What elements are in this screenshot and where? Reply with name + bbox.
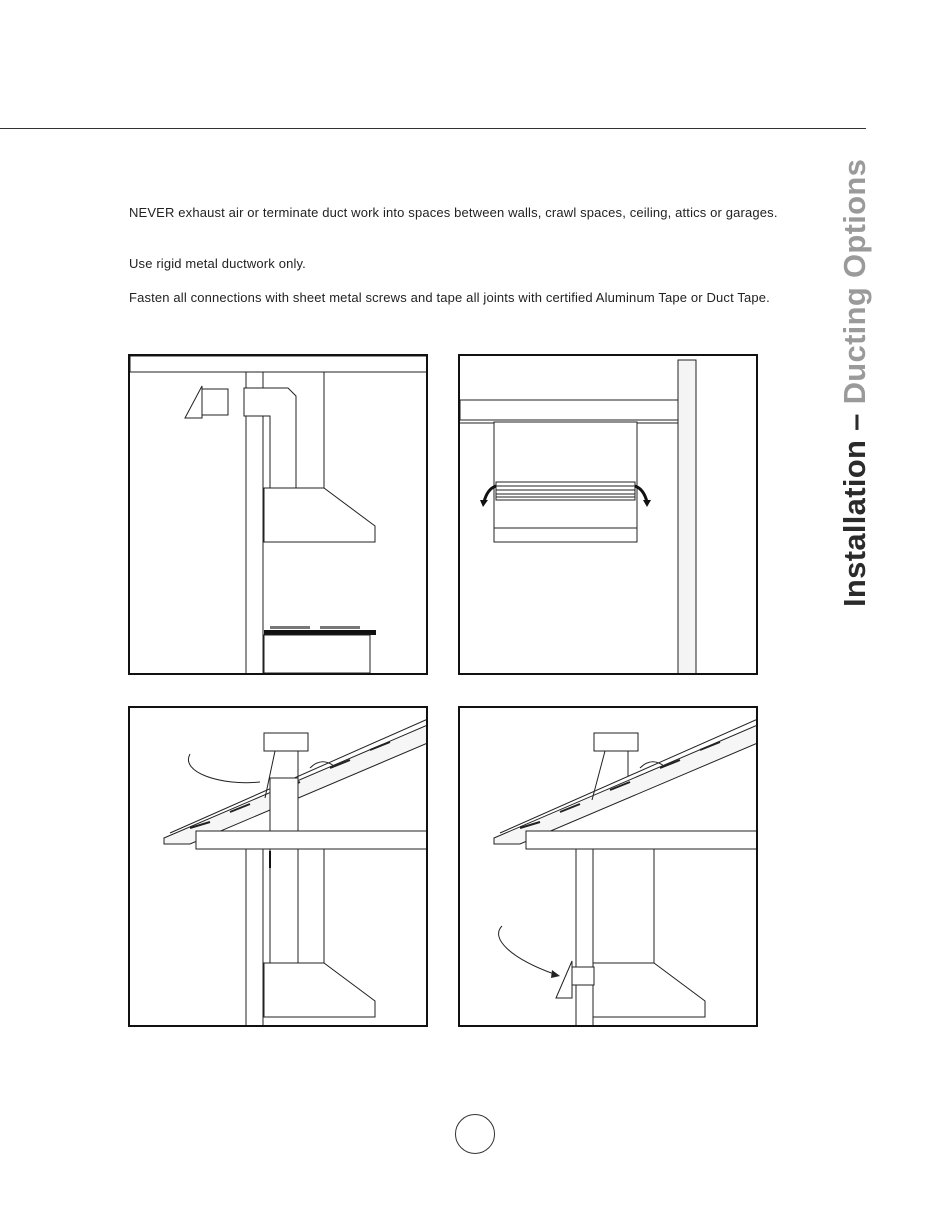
section-title: [838, 159, 872, 607]
section-title-sub: Ducting Options: [837, 158, 872, 414]
ductwork-note: Use rigid metal ductwork only.: [129, 256, 306, 271]
roof-and-wall-vent-drawing: [460, 708, 758, 1027]
page-number-circle: [455, 1114, 495, 1154]
diagram-roof-and-wall-vent: [458, 706, 758, 1027]
fastening-note: Fasten all connections with sheet metal screws and tape all joints with certified Aluminum Tape or Duct Tape.: [129, 290, 770, 305]
wall-vent-drawing: [130, 356, 428, 675]
diagram-roof-vent: [128, 706, 428, 1027]
section-title-main: Installation –: [837, 413, 872, 607]
warning-note: NEVER exhaust air or terminate duct work into spaces between walls, crawl spaces, ceiling, attics or garages.: [129, 205, 778, 220]
diagram-wall-vent: [128, 354, 428, 675]
header-rule: [0, 128, 866, 129]
recirculating-drawing: [460, 356, 758, 675]
diagram-recirculating: [458, 354, 758, 675]
roof-vent-drawing: [130, 708, 428, 1027]
